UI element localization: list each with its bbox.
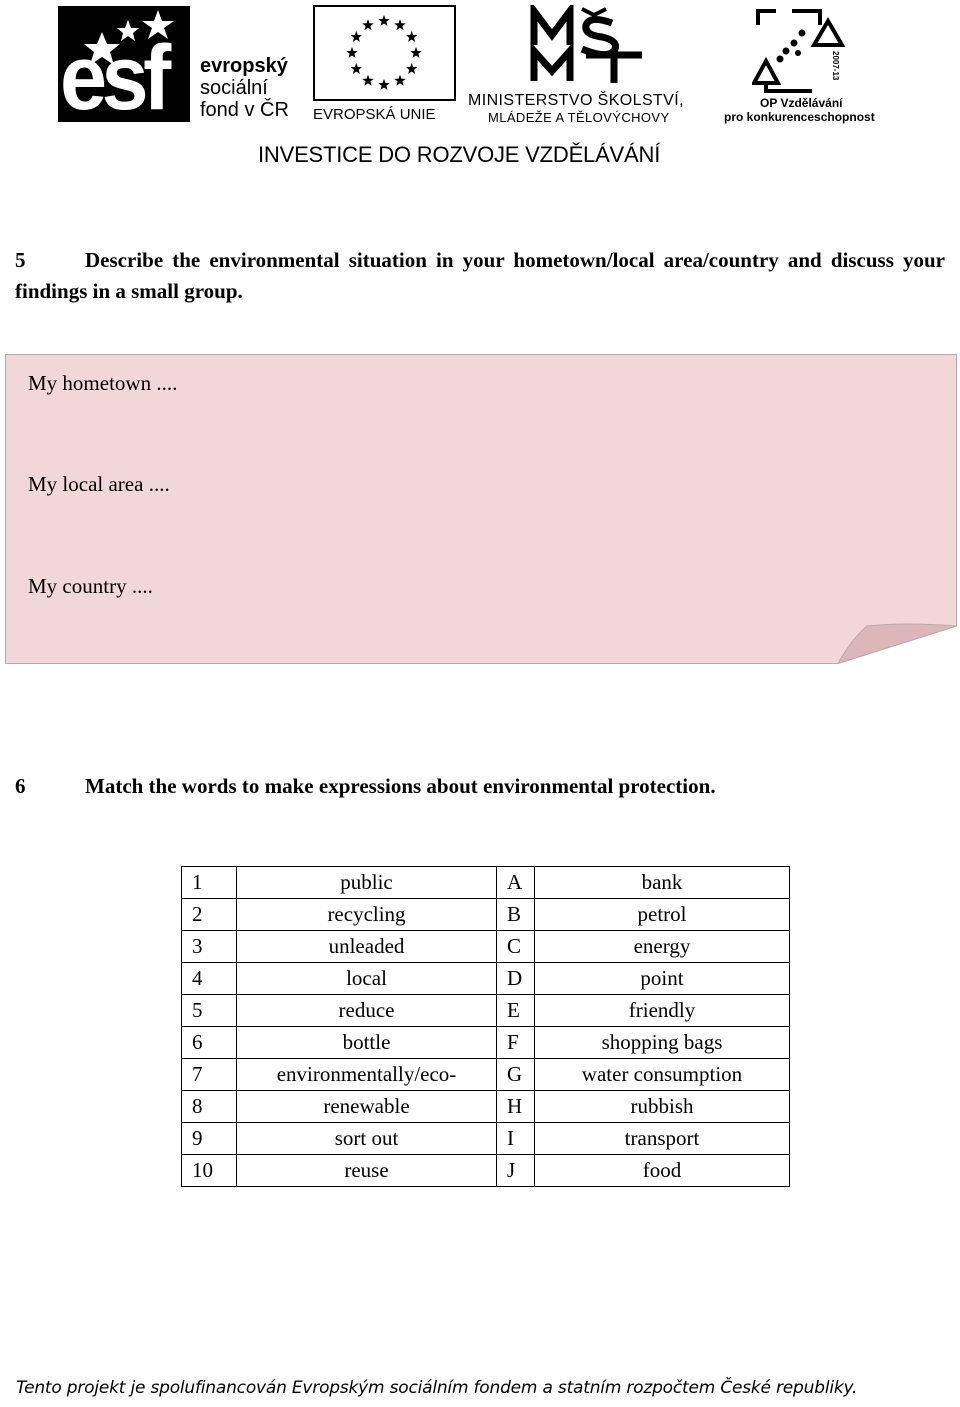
row-word: unleaded xyxy=(237,931,497,963)
eu-star xyxy=(394,19,405,30)
op-line-1: OP Vzdělávání xyxy=(760,96,843,110)
row-answer: shopping bags xyxy=(535,1027,790,1059)
eu-flag-icon xyxy=(313,5,456,101)
row-number: 4 xyxy=(182,963,237,995)
eu-star xyxy=(394,75,405,86)
row-number: 10 xyxy=(182,1155,237,1187)
esf-line-1: evropský xyxy=(200,55,288,77)
note-line-hometown: My hometown .... xyxy=(28,371,178,395)
matching-table xyxy=(181,866,790,1187)
note-line-local-area: My local area .... xyxy=(28,472,170,496)
row-word: reduce xyxy=(237,995,497,1027)
sticky-note xyxy=(5,354,957,664)
row-word: sort out xyxy=(237,1123,497,1155)
row-number: 5 xyxy=(182,995,237,1027)
row-answer: petrol xyxy=(535,899,790,931)
footer-note: Tento projekt je spolufinancován Evropským sociálním fondem a statním rozpočtem České republiky. xyxy=(16,1378,858,1398)
eu-star xyxy=(410,47,421,58)
row-answer: bank xyxy=(535,867,790,899)
row-letter: I xyxy=(497,1123,535,1155)
msmt-logo xyxy=(468,5,718,125)
row-word: recycling xyxy=(237,899,497,931)
eu-star xyxy=(362,19,373,30)
esf-mark xyxy=(58,6,190,129)
eu-star xyxy=(406,63,417,74)
row-answer: friendly xyxy=(535,995,790,1027)
row-word: local xyxy=(237,963,497,995)
eu-logo xyxy=(313,5,458,125)
op-logo xyxy=(722,3,887,125)
row-word: environmentally/eco- xyxy=(237,1059,497,1091)
table-row xyxy=(182,899,790,931)
eu-star xyxy=(351,63,362,74)
row-answer: transport xyxy=(535,1123,790,1155)
table-row xyxy=(182,995,790,1027)
row-word: public xyxy=(237,867,497,899)
esf-logo xyxy=(58,6,303,129)
task-5-number: 5 xyxy=(15,248,26,272)
table-row xyxy=(182,1027,790,1059)
op-line-2: pro konkurenceschopnost xyxy=(724,110,875,124)
eu-star xyxy=(351,31,362,42)
row-letter: E xyxy=(497,995,535,1027)
msmt-line-2: MLÁDEŽE A TĚLOVÝCHOVY xyxy=(488,110,670,125)
row-number: 8 xyxy=(182,1091,237,1123)
row-letter: H xyxy=(497,1091,535,1123)
row-letter: F xyxy=(497,1027,535,1059)
row-number: 7 xyxy=(182,1059,237,1091)
tagline: INVESTICE DO ROZVOJE VZDĚLÁVÁNÍ xyxy=(258,142,661,167)
table-row xyxy=(182,963,790,995)
table-row xyxy=(182,867,790,899)
row-letter: B xyxy=(497,899,535,931)
row-word: reuse xyxy=(237,1155,497,1187)
row-answer: food xyxy=(535,1155,790,1187)
table-row xyxy=(182,1091,790,1123)
task-5 xyxy=(15,245,945,307)
row-letter: J xyxy=(497,1155,535,1187)
esf-letters: esf xyxy=(60,27,166,129)
eu-star xyxy=(362,75,373,86)
row-letter: A xyxy=(497,867,535,899)
note-line-country: My country .... xyxy=(28,574,153,598)
eu-star xyxy=(346,47,357,58)
row-answer: point xyxy=(535,963,790,995)
esf-line-2: sociální xyxy=(200,77,268,99)
table-row xyxy=(182,1155,790,1187)
eu-label: EVROPSKÁ UNIE xyxy=(313,106,436,123)
row-number: 1 xyxy=(182,867,237,899)
row-answer: water consumption xyxy=(535,1059,790,1091)
task-6 xyxy=(15,771,716,802)
esf-line-3: fond v ČR xyxy=(200,99,289,121)
task-5-text: Describe the environmental situation in your hometown/local area/country and discuss your findings in a small group. xyxy=(15,248,945,303)
row-word: renewable xyxy=(237,1091,497,1123)
eu-star xyxy=(378,15,389,26)
msmt-line-1: MINISTERSTVO ŠKOLSTVÍ, xyxy=(468,92,684,109)
row-answer: rubbish xyxy=(535,1091,790,1123)
table-row xyxy=(182,1059,790,1091)
row-number: 2 xyxy=(182,899,237,931)
eu-star xyxy=(378,79,389,90)
op-badge: 2007-13 xyxy=(831,51,840,81)
msmt-mark-icon xyxy=(530,5,650,85)
row-letter: D xyxy=(497,963,535,995)
table-row xyxy=(182,931,790,963)
row-answer: energy xyxy=(535,931,790,963)
task-6-text: Match the words to make expressions about environmental protection. xyxy=(85,774,716,798)
table-row xyxy=(182,1123,790,1155)
row-word: bottle xyxy=(237,1027,497,1059)
task-6-number: 6 xyxy=(15,774,26,798)
eu-star xyxy=(406,31,417,42)
row-letter: C xyxy=(497,931,535,963)
row-number: 3 xyxy=(182,931,237,963)
row-letter: G xyxy=(497,1059,535,1091)
row-number: 9 xyxy=(182,1123,237,1155)
row-number: 6 xyxy=(182,1027,237,1059)
